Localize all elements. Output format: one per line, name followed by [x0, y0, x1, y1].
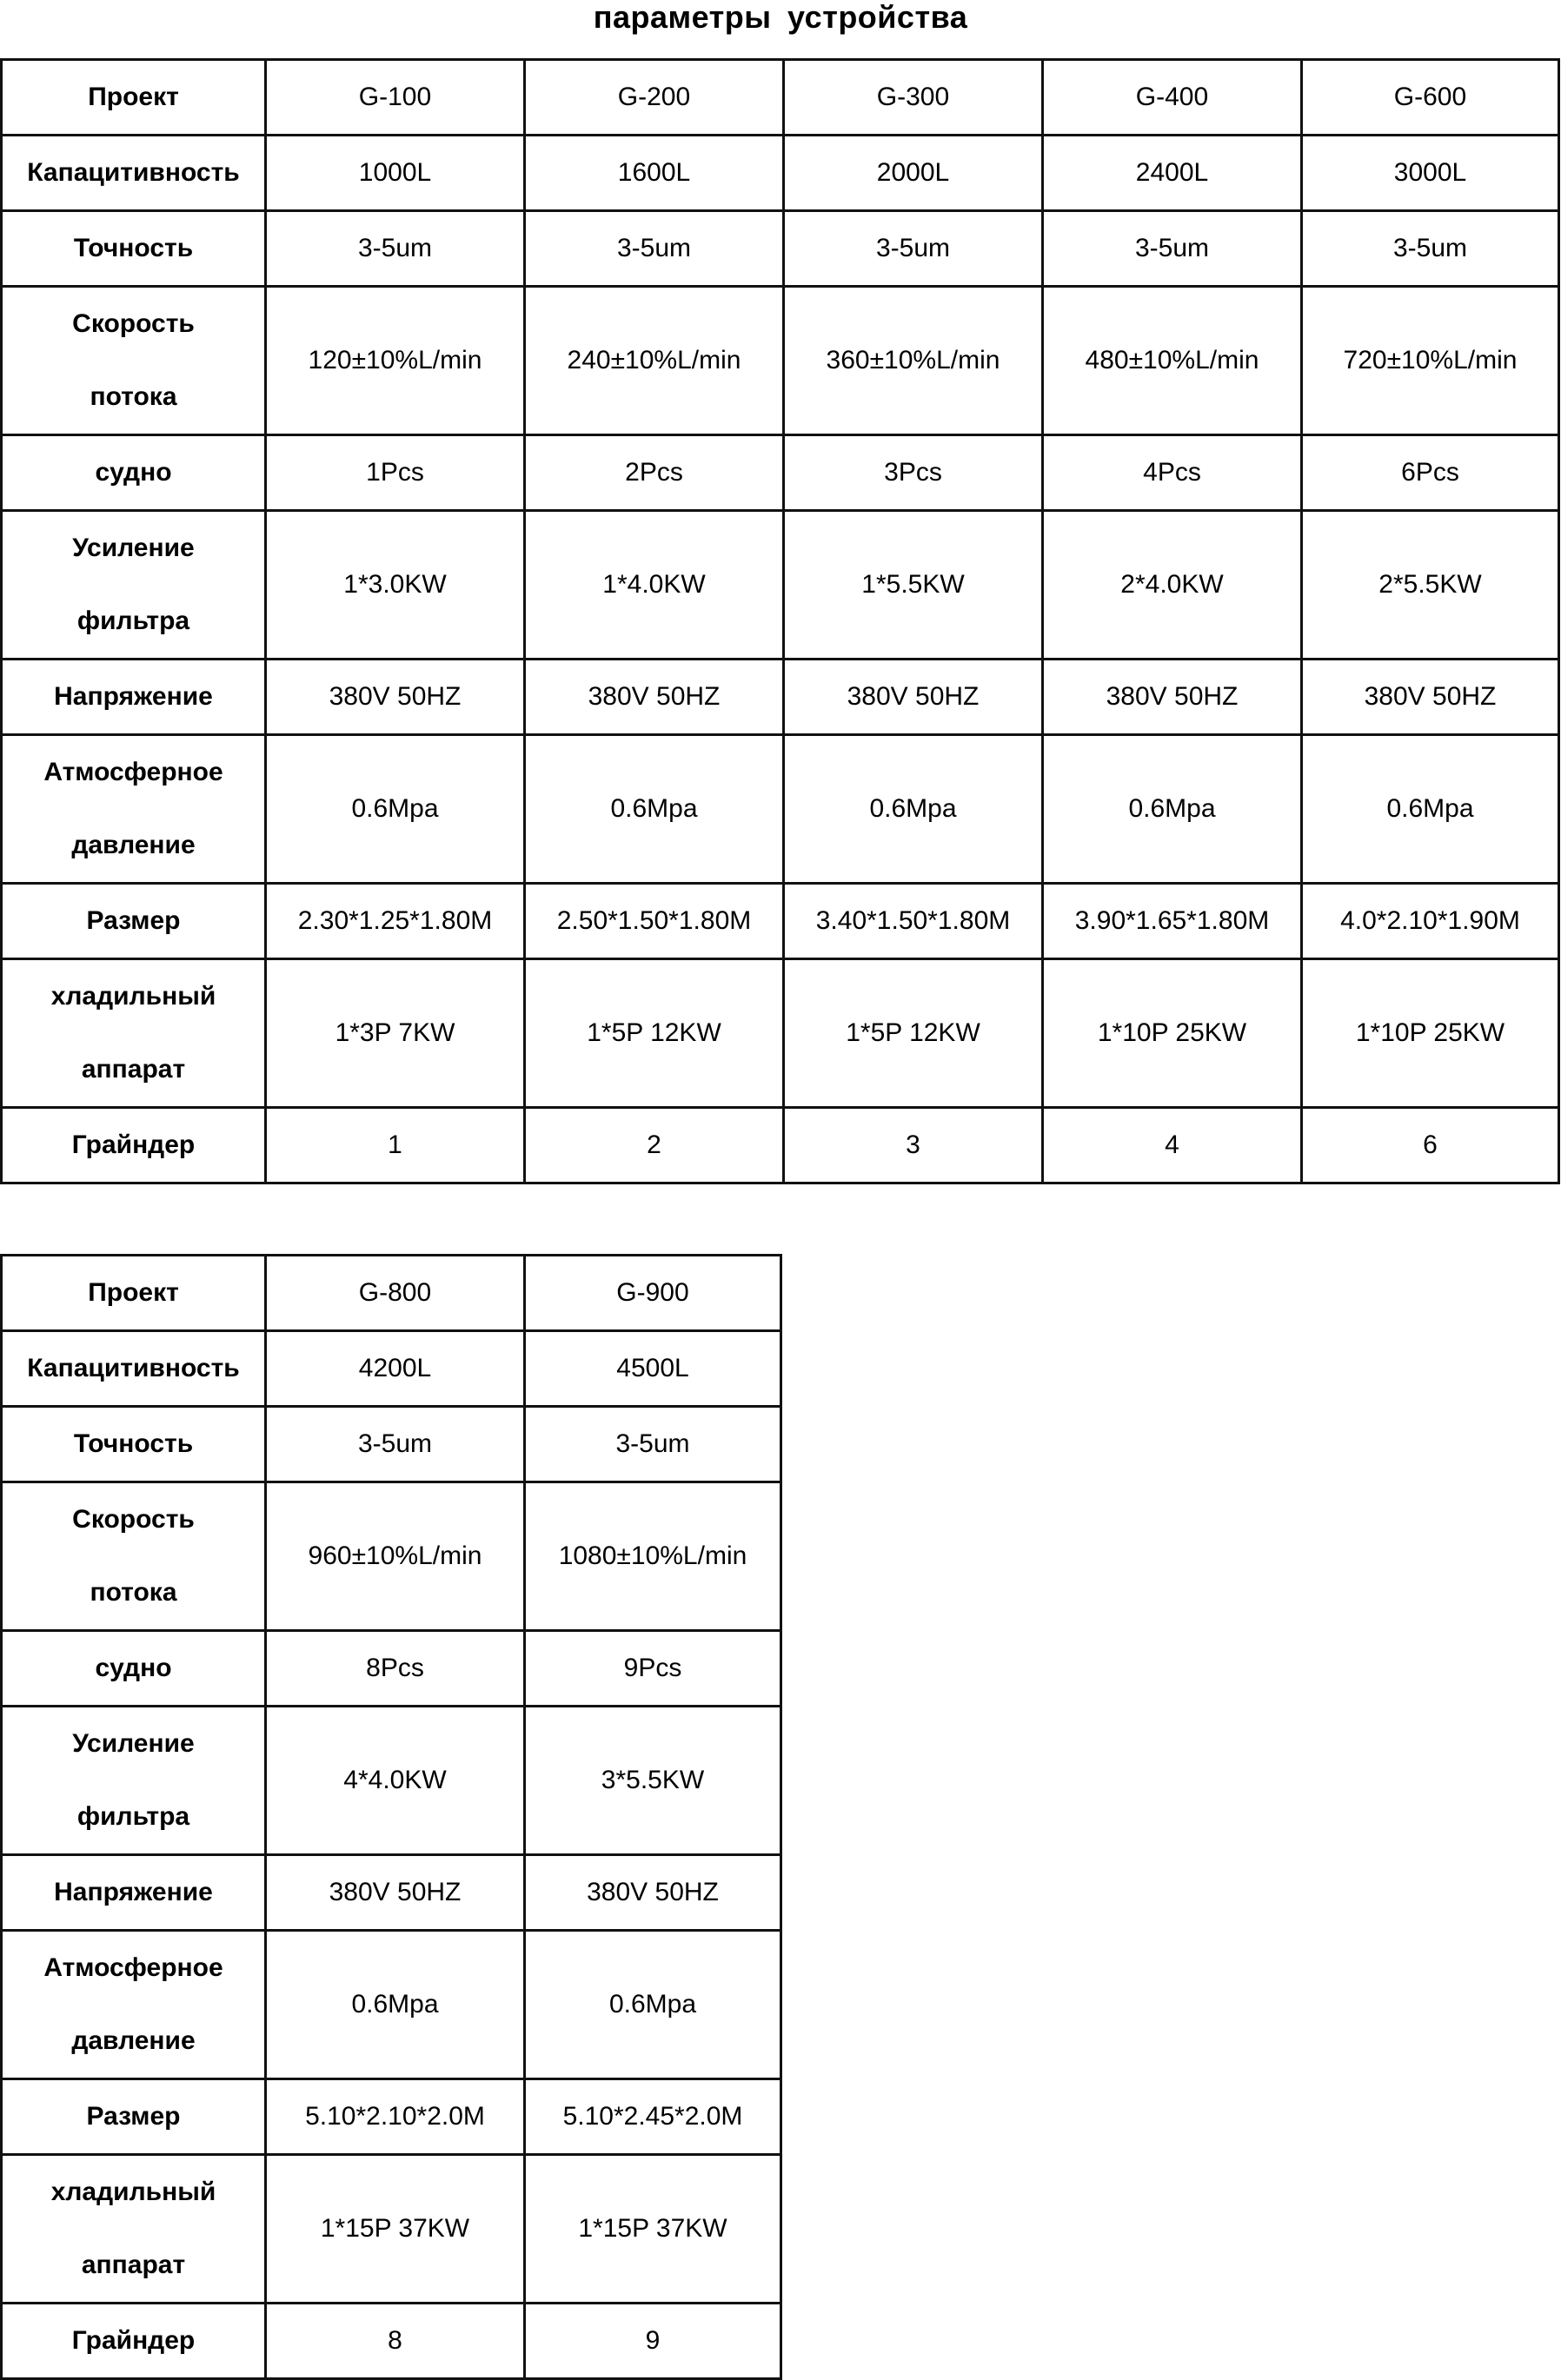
table-cell: 2000L: [784, 136, 1043, 211]
table-cell: 360±10%L/min: [784, 287, 1043, 435]
table-cell: G-600: [1302, 60, 1559, 136]
table-cell: 1*15P 37KW: [525, 2155, 781, 2304]
table-cell: G-400: [1043, 60, 1302, 136]
table-cell: 380V 50HZ: [525, 660, 784, 735]
page-title: параметры устройства: [593, 0, 968, 35]
row-label: [2, 1631, 266, 1707]
row-label-line: Грайндер: [71, 1130, 196, 1159]
row-label-line: Усиление: [72, 534, 195, 562]
table-cell: 1*5.5KW: [784, 511, 1043, 660]
row-label-line: Проект: [88, 1278, 179, 1307]
row-label-line: потока: [90, 382, 177, 411]
table-row: [2, 1108, 1559, 1183]
row-label-line: фильтра: [76, 607, 190, 635]
table-row: [2, 735, 1559, 884]
table-row: [2, 60, 1559, 136]
table-cell: 4200L: [266, 1331, 525, 1407]
table-row: [2, 1482, 781, 1631]
table-cell: 3-5um: [1043, 211, 1302, 287]
table-row: [2, 136, 1559, 211]
row-label: [2, 1331, 266, 1407]
row-label-line: Усиление: [72, 1729, 195, 1758]
table-cell: 3-5um: [266, 211, 525, 287]
row-label-line: Грайндер: [71, 2326, 196, 2355]
row-label-line: судно: [95, 458, 172, 487]
row-label-line: хладильный: [50, 2178, 216, 2206]
table-cell: 0.6Mpa: [266, 1931, 525, 2079]
row-label: [2, 2079, 266, 2155]
row-label-line: Атмосферное: [43, 1953, 223, 1982]
table-row: [2, 1407, 781, 1482]
table-cell: 9: [525, 2304, 781, 2379]
table-cell: 3.40*1.50*1.80M: [784, 884, 1043, 959]
table-row: [2, 511, 1559, 660]
row-label-line: Напряжение: [54, 1878, 213, 1906]
table-cell: 1000L: [266, 136, 525, 211]
row-label: [2, 884, 266, 959]
row-label: [2, 1855, 266, 1931]
row-label: [2, 735, 266, 884]
table-cell: 2.50*1.50*1.80M: [525, 884, 784, 959]
table-row: [2, 1256, 781, 1331]
table-cell: 240±10%L/min: [525, 287, 784, 435]
row-label-line: фильтра: [76, 1802, 190, 1831]
table-cell: 1600L: [525, 136, 784, 211]
table-cell: 480±10%L/min: [1043, 287, 1302, 435]
table-cell: G-800: [266, 1256, 525, 1331]
table-cell: 4: [1043, 1108, 1302, 1183]
table-row: [2, 2079, 781, 2155]
row-label: [2, 511, 266, 660]
table-cell: 8Pcs: [266, 1631, 525, 1707]
table-cell: 3*5.5KW: [525, 1707, 781, 1855]
table-cell: 3.90*1.65*1.80M: [1043, 884, 1302, 959]
table-cell: 6Pcs: [1302, 435, 1559, 511]
row-label-line: Напряжение: [54, 682, 213, 711]
row-label-line: аппарат: [81, 1055, 186, 1084]
table-row: [2, 884, 1559, 959]
table-cell: 0.6Mpa: [784, 735, 1043, 884]
row-label: [2, 1407, 266, 1482]
spec-table-2-body: [2, 1256, 781, 2379]
table-cell: 1*5P 12KW: [525, 959, 784, 1108]
table-cell: 0.6Mpa: [266, 735, 525, 884]
table-cell: 120±10%L/min: [266, 287, 525, 435]
row-label: [2, 959, 266, 1108]
row-label: [2, 211, 266, 287]
table-cell: 2Pcs: [525, 435, 784, 511]
table-cell: 1*10P 25KW: [1043, 959, 1302, 1108]
table-cell: 0.6Mpa: [525, 735, 784, 884]
table-cell: 1: [266, 1108, 525, 1183]
table-cell: 380V 50HZ: [266, 660, 525, 735]
table-cell: 8: [266, 2304, 525, 2379]
table-cell: 4.0*2.10*1.90M: [1302, 884, 1559, 959]
table-cell: 1*15P 37KW: [266, 2155, 525, 2304]
table-cell: 1*3.0KW: [266, 511, 525, 660]
row-label-line: Размер: [86, 2102, 181, 2131]
table-cell: G-100: [266, 60, 525, 136]
spec-table-1-body: [2, 60, 1559, 1183]
row-label-line: потока: [90, 1578, 177, 1607]
table-cell: 380V 50HZ: [784, 660, 1043, 735]
table-row: [2, 660, 1559, 735]
row-label: [2, 1256, 266, 1331]
table-cell: 6: [1302, 1108, 1559, 1183]
table-cell: 1*10P 25KW: [1302, 959, 1559, 1108]
row-label-line: Скорость: [72, 309, 195, 338]
table-cell: G-300: [784, 60, 1043, 136]
table-cell: 0.6Mpa: [1302, 735, 1559, 884]
table-row: [2, 287, 1559, 435]
row-label: [2, 287, 266, 435]
table-cell: 2*4.0KW: [1043, 511, 1302, 660]
table-cell: 960±10%L/min: [266, 1482, 525, 1631]
row-label: [2, 2155, 266, 2304]
table-row: [2, 1707, 781, 1855]
table-cell: 4Pcs: [1043, 435, 1302, 511]
row-label-line: Размер: [86, 906, 181, 935]
row-label: [2, 435, 266, 511]
table-cell: 3-5um: [784, 211, 1043, 287]
table-row: [2, 211, 1559, 287]
table-cell: 1*5P 12KW: [784, 959, 1043, 1108]
table-row: [2, 1855, 781, 1931]
table-cell: 1Pcs: [266, 435, 525, 511]
table-row: [2, 959, 1559, 1108]
table-cell: 4*4.0KW: [266, 1707, 525, 1855]
table-cell: 4500L: [525, 1331, 781, 1407]
table-cell: 720±10%L/min: [1302, 287, 1559, 435]
row-label: [2, 136, 266, 211]
row-label-line: Проект: [88, 83, 179, 111]
table-cell: 1*3P 7KW: [266, 959, 525, 1108]
spec-table-2: [0, 1254, 782, 2380]
table-cell: 1*4.0KW: [525, 511, 784, 660]
table-cell: 2400L: [1043, 136, 1302, 211]
table-cell: 380V 50HZ: [1302, 660, 1559, 735]
row-label-line: Капацитивность: [27, 1354, 240, 1382]
table-row: [2, 2304, 781, 2379]
row-label-line: Капацитивность: [27, 158, 240, 187]
table-cell: 380V 50HZ: [525, 1855, 781, 1931]
table-cell: 0.6Mpa: [1043, 735, 1302, 884]
row-label-line: давление: [71, 2026, 196, 2055]
table-cell: 2.30*1.25*1.80M: [266, 884, 525, 959]
table-cell: 2*5.5KW: [1302, 511, 1559, 660]
row-label: [2, 1707, 266, 1855]
row-label-line: Точность: [73, 1429, 194, 1458]
row-label-line: Точность: [73, 234, 194, 262]
table-row: [2, 435, 1559, 511]
table-cell: 380V 50HZ: [1043, 660, 1302, 735]
table-row: [2, 1331, 781, 1407]
table-cell: 9Pcs: [525, 1631, 781, 1707]
table-cell: 3000L: [1302, 136, 1559, 211]
table-cell: 0.6Mpa: [525, 1931, 781, 2079]
row-label-line: давление: [71, 831, 196, 859]
row-label: [2, 660, 266, 735]
table-cell: 3Pcs: [784, 435, 1043, 511]
row-label: [2, 60, 266, 136]
table-cell: 3-5um: [266, 1407, 525, 1482]
table-row: [2, 1631, 781, 1707]
row-label: [2, 1482, 266, 1631]
row-label: [2, 1931, 266, 2079]
table-row: [2, 1931, 781, 2079]
spec-table-1: [0, 58, 1560, 1184]
table-cell: 5.10*2.10*2.0M: [266, 2079, 525, 2155]
row-label-line: судно: [95, 1654, 172, 1682]
table-cell: G-200: [525, 60, 784, 136]
table-cell: 3-5um: [1302, 211, 1559, 287]
table-cell: 1080±10%L/min: [525, 1482, 781, 1631]
table-cell: G-900: [525, 1256, 781, 1331]
table-cell: 5.10*2.45*2.0M: [525, 2079, 781, 2155]
row-label-line: Атмосферное: [43, 758, 223, 786]
row-label: [2, 1108, 266, 1183]
row-label-line: Скорость: [72, 1505, 195, 1534]
row-label: [2, 2304, 266, 2379]
table-row: [2, 2155, 781, 2304]
row-label-line: аппарат: [81, 2251, 186, 2279]
table-cell: 3-5um: [525, 1407, 781, 1482]
table-cell: 2: [525, 1108, 784, 1183]
table-cell: 3: [784, 1108, 1043, 1183]
row-label-line: хладильный: [50, 982, 216, 1011]
table-cell: 380V 50HZ: [266, 1855, 525, 1931]
table-cell: 3-5um: [525, 211, 784, 287]
